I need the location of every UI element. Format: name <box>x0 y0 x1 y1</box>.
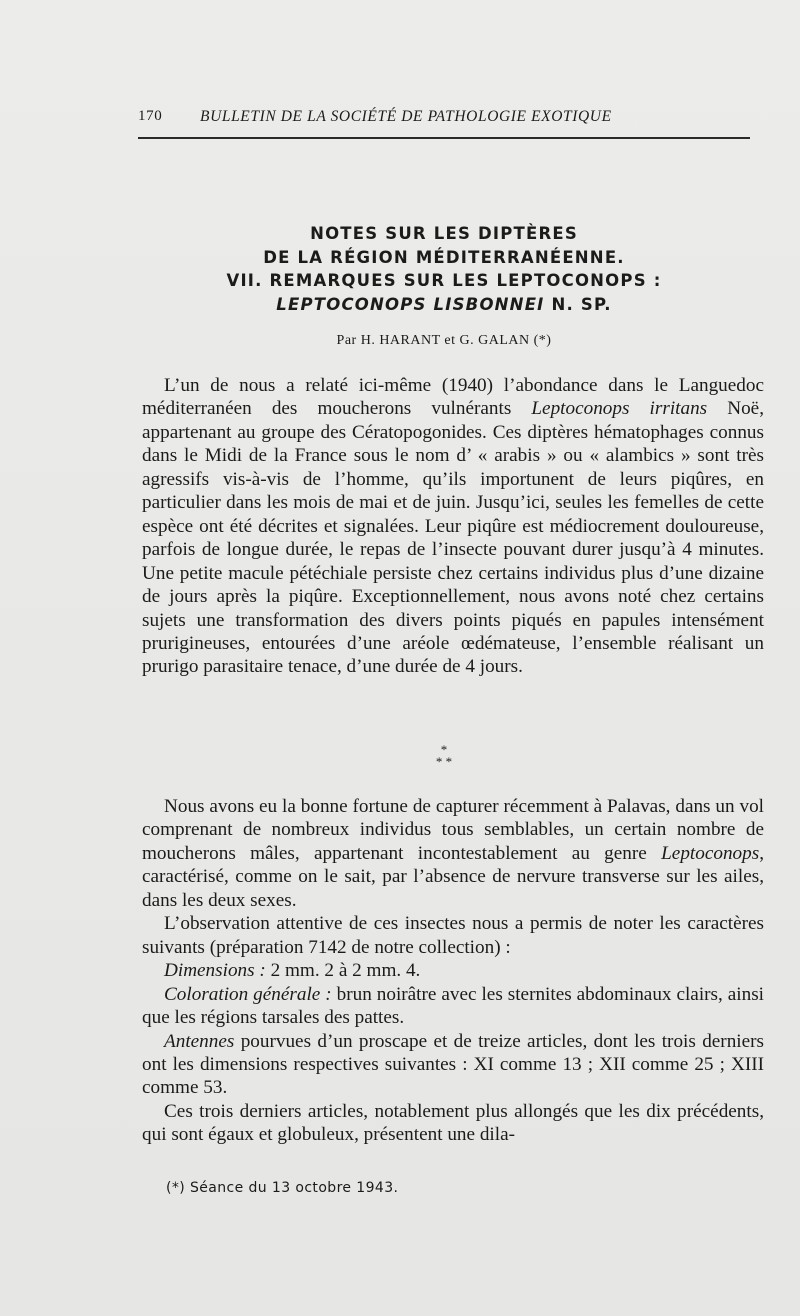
dimensions-label: Dimensions : <box>164 960 266 982</box>
paragraph-2-text-b: , caractérisé, comme on le sait, par l’absence de nervure transverse sur les ailes, dans les deux sexes. <box>142 842 764 911</box>
asterism-bottom: * * <box>435 754 453 769</box>
paragraph-3: L’observation attentive de ces insectes nous a permis de noter les caractères suivants (préparation 7142 de notre collection) : <box>142 913 764 958</box>
running-header <box>138 108 750 132</box>
page-number: 170 <box>138 108 163 124</box>
antennes-label: Antennes <box>164 1030 235 1052</box>
journal-title: BULLETIN DE LA SOCIÉTÉ DE PATHOLOGIE EXOTIQUE <box>200 108 612 125</box>
paragraph-2-text-a: Nous avons eu la bonne fortune de capturer récemment à Palavas, dans un vol comprenant de nombreux individus tous semblables, un certain nombre de moucherons mâles, appartenant incontestablement au genre <box>142 796 764 864</box>
paragraph-1-text-b: Noë, appartenant au groupe des Cératopogonides. Ces diptères hématophages connus dans le Midi de la France sous le nom d’ « arabis » ou « alambics » sont très agressifs vis-à-vis de l’homme, qu’ils importunent de leurs piqûres, en particulier dans les mois de mai et de juin. Jusqu’ici, seules les femelles de cette espèce ont été décrites et signalées. Leur piqûre est médiocrement douloureuse, parfois de longue durée, le repas de l’insecte pouvant durer jusqu’à 4 minutes. Une petite macule pétéchiale persiste chez certains individus plus d’une dizaine de jours après la piqûre. Exceptionnellement, nous avons noté chez certains sujets une transformation des divers points piqués en papules intensément prurigineuses, entourées d’une aréole œdémateuse, l’ensemble réalisant un prurigo parasitaire tenace, d’une durée de 4 jours. <box>142 398 764 678</box>
footnote: (*) Séance du 13 octobre 1943. <box>166 1180 399 1196</box>
title-line-3: VII. REMARQUES SUR LES LEPTOCONOPS : <box>226 271 662 290</box>
dimensions-entry <box>142 959 764 982</box>
antennes-value: pourvues d’un proscape et de treize articles, dont les trois derniers ont les dimensions respectives suivantes : XI comme 13 ; XII comme 25 ; XIII comme 53. <box>142 1030 764 1099</box>
asterism-top: * <box>440 742 448 757</box>
title-line-1: NOTES SUR LES DIPTÈRES <box>310 224 578 243</box>
coloration-value: brun noirâtre avec les sternites abdominaux clairs, ainsi que les régions tarsales des pattes. <box>142 983 765 1029</box>
body-section-2 <box>142 795 764 1147</box>
antennes-entry <box>142 1030 764 1100</box>
title-line-4 <box>138 293 750 317</box>
paragraph-1-species: Leptoconops irritans <box>531 398 708 420</box>
article-title <box>138 222 750 316</box>
paragraph-1-text-a: L’un de nous a relaté ici-même (1940) l’abondance dans le Languedoc méditerranéen des moucherons vulnérants <box>142 375 764 420</box>
header-rule <box>138 137 750 139</box>
authors-line: Par H. HARANT et G. GALAN (*) <box>336 333 552 348</box>
paragraph-last: Ces trois derniers articles, notablement plus allongés que les dix précédents, qui sont égaux et globuleux, présentent une dila- <box>142 1100 764 1146</box>
paragraph-2-genus: Leptoconops <box>661 842 760 864</box>
dimensions-value: 2 mm. 2 à 2 mm. 4. <box>265 960 421 982</box>
paragraph-2 <box>142 795 764 912</box>
coloration-label: Coloration générale : <box>164 983 332 1005</box>
asterism-divider <box>138 744 750 768</box>
paragraph-1 <box>142 374 764 679</box>
coloration-entry <box>142 983 764 1030</box>
title-species-suffix: N. SP. <box>544 294 612 314</box>
title-line-2: DE LA RÉGION MÉDITERRANÉENNE. <box>263 247 625 267</box>
title-species-name: LEPTOCONOPS LISBONNEI <box>276 294 545 314</box>
